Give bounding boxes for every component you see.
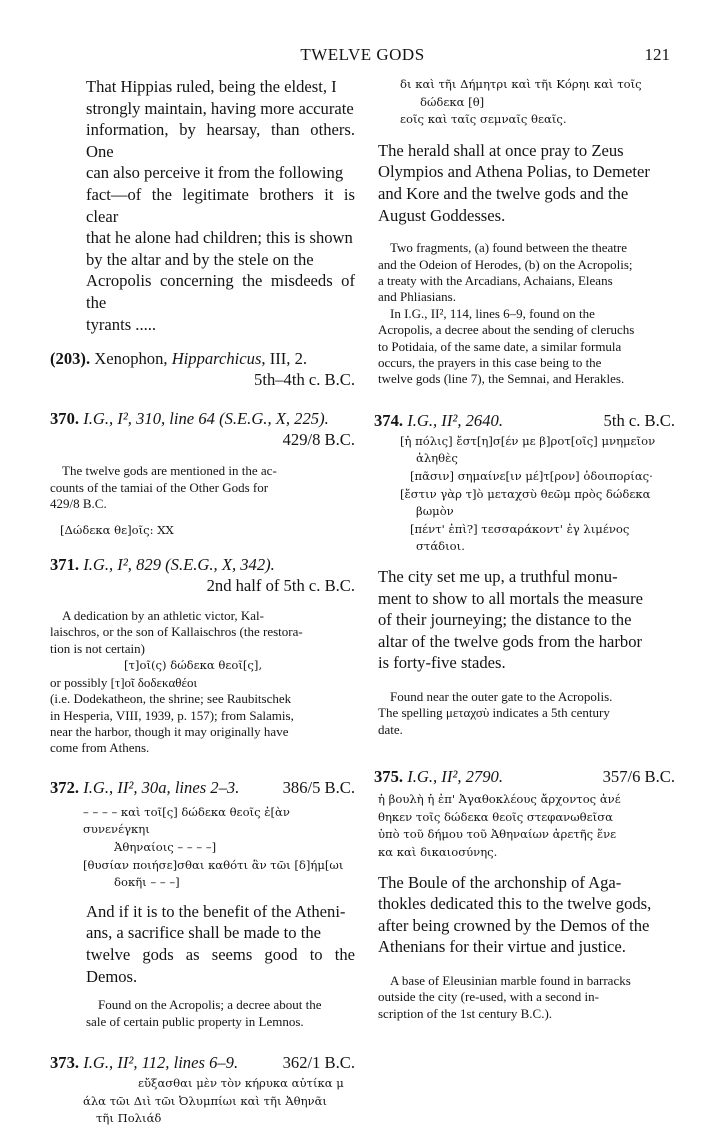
text-line: sale of certain public property in Lemnos. bbox=[86, 1013, 304, 1029]
entry-heading bbox=[374, 410, 675, 431]
greek-line: δώδεκα [θ] bbox=[420, 94, 485, 109]
text-line: A dedication by an athletic victor, Kal- bbox=[62, 607, 264, 623]
greek-block bbox=[50, 1075, 355, 1128]
translation bbox=[374, 872, 675, 958]
text-line: Acropolis concerning the misdeeds of the bbox=[86, 271, 355, 312]
text-line: information, by hearsay, than others. One bbox=[86, 120, 355, 161]
text-line: twelve gods (line 7), the Semnai, and Herakles. bbox=[378, 371, 625, 387]
entry-number: 374. bbox=[374, 410, 404, 430]
text-line: ans, a sacrifice shall be made to the bbox=[86, 923, 321, 943]
text-line: near the harbor, though it may originally have bbox=[50, 723, 289, 739]
text-line: That Hippias ruled, being the eldest, I bbox=[86, 77, 337, 96]
entry-note bbox=[374, 973, 675, 1022]
text-line: by the altar and by the stele on the bbox=[86, 249, 314, 269]
entry-note bbox=[50, 463, 355, 512]
entry-number: 371. bbox=[50, 554, 80, 574]
text-line: altar of the twelve gods from the harbor bbox=[378, 631, 643, 651]
entry-371 bbox=[50, 554, 355, 757]
entry-reference: I.G., II², 30a, lines 2–3. bbox=[83, 777, 240, 797]
left-column bbox=[50, 76, 355, 1128]
text-line: outside the city (re-used, with a second in- bbox=[378, 989, 599, 1005]
entry-reference: I.G., II², 2640. bbox=[407, 410, 503, 430]
text-line: can also perceive it from the following bbox=[86, 163, 344, 183]
entry-reference-tail: , III, 2. bbox=[261, 349, 308, 369]
entry-note bbox=[374, 689, 675, 738]
entry-note bbox=[50, 608, 355, 657]
text-line: scription of the 1st century B.C.). bbox=[378, 1005, 553, 1021]
greek-line: [πᾶσιν] σημαίνε[ιν μέ]τ[ρον] ὁδοιπορίας· bbox=[410, 469, 653, 483]
text-line: The Boule of the archonship of Aga- bbox=[378, 872, 622, 892]
text-line: tion is not certain) bbox=[50, 640, 145, 656]
text-line: of their journeying; the distance to the bbox=[378, 610, 632, 630]
greek-line: δοκῆι – – –] bbox=[114, 875, 180, 890]
text-line: Athenians for their virtue and justice. bbox=[378, 937, 626, 957]
entry-number: 372. bbox=[50, 777, 80, 797]
entry-reference: I.G., I², 310, line 64 (S.E.G., X, 225). bbox=[83, 409, 329, 429]
text-line: after being crowned by the Demos of the bbox=[378, 915, 650, 935]
greek-line: Ἀθηναίοις – – – –] bbox=[114, 839, 217, 854]
text-line: The herald shall at once pray to Zeus bbox=[378, 140, 624, 160]
entry-reference: I.G., I², 829 (S.E.G., X, 342). bbox=[83, 554, 275, 574]
text-line: counts of the tamiai of the Other Gods for bbox=[50, 479, 269, 495]
greek-block bbox=[374, 433, 675, 556]
entry-heading bbox=[50, 1052, 355, 1073]
running-title: TWELVE GODS bbox=[300, 45, 425, 64]
text-line: The city set me up, a truthful monu- bbox=[378, 566, 618, 586]
text-line: to Potidaia, of the same date, a similar formula bbox=[378, 338, 622, 354]
text-line: laischros, or the son of Kallaischros (the restora- bbox=[50, 624, 303, 640]
greek-text: [τ]οῖ(ς) δώδεκα θεοῖ[ς], bbox=[124, 658, 263, 673]
entry-number: 370. bbox=[50, 409, 80, 429]
entry-date: 386/5 B.C. bbox=[282, 777, 355, 797]
translation bbox=[50, 901, 355, 987]
right-column bbox=[374, 76, 675, 1022]
greek-line: τῆι Πολιάδ bbox=[96, 1111, 162, 1126]
entry-373 bbox=[50, 1052, 355, 1128]
greek-block bbox=[374, 76, 675, 129]
text-line: date. bbox=[378, 721, 403, 737]
text-line: come from Athens. bbox=[50, 740, 150, 756]
text-line: Found on the Acropolis; a decree about the bbox=[98, 997, 322, 1013]
text-line: twelve gods as seems good to the Demos. bbox=[86, 944, 355, 986]
entry-heading bbox=[374, 766, 675, 787]
greek-line: [θυσίαν ποιήσε]σθαι καθότι ἂν τῶι [δ]ήμ[ωι bbox=[83, 857, 344, 872]
text-line: occurs, the prayers in this case being to the bbox=[378, 355, 602, 370]
running-header bbox=[0, 45, 725, 69]
greek-line: εοῖς καὶ ταῖς σεμναῖς θεαῖς. bbox=[400, 112, 567, 127]
translation bbox=[374, 566, 675, 674]
text-line: a treaty with the Arcadians, Achaians, Eleans bbox=[378, 272, 613, 288]
greek-line: θηκεν τοῖς δώδεκα θεοῖς στεφανωθεῖσα bbox=[378, 809, 613, 824]
greek-line: [ἡ πόλις] ἔστ[η]σ[έν με β]ροτ[οῖς] μνημεῖον bbox=[400, 433, 656, 448]
text-line: tyrants ..... bbox=[86, 314, 157, 334]
entry-203 bbox=[50, 348, 355, 390]
text-line: And if it is to the benefit of the Atheni- bbox=[86, 901, 346, 921]
entry-number: (203). bbox=[50, 349, 91, 369]
entry-date: 362/1 B.C. bbox=[282, 1052, 355, 1072]
greek-line: [πέντ' ἐπὶ?] τεσσαράκοντ' ἐγ λιμένος bbox=[410, 521, 630, 536]
text-line: in Hesperia, VIII, 1939, p. 157); from Salamis, bbox=[50, 707, 294, 723]
entry-375 bbox=[374, 766, 675, 1022]
text-line: 429/8 B.C. bbox=[50, 495, 107, 511]
text-line: and Phliasians. bbox=[378, 289, 456, 305]
greek-line: – – – – καὶ τοῖ[ς] δώδεκα θεοῖς ἐ[ὰν συνενέγκηι bbox=[83, 804, 290, 837]
text-line: or possibly [τ]οῖ δοδεκαθέοι bbox=[50, 674, 197, 690]
greek-line: εὔξασθαι μὲν τὸν κήρυκα αὐτίκα μ bbox=[138, 1075, 344, 1090]
entry-heading bbox=[50, 554, 355, 575]
text-line: strongly maintain, having more accurate bbox=[86, 98, 354, 118]
text-line: August Goddesses. bbox=[378, 205, 506, 225]
greek-block bbox=[50, 804, 355, 892]
text-line: that he alone had children; this is shown bbox=[86, 228, 353, 248]
text-line: is forty-five stades. bbox=[378, 653, 506, 673]
entry-heading bbox=[50, 777, 355, 798]
text-line: In I.G., II², 114, lines 6–9, found on the bbox=[390, 305, 595, 321]
text-line: The spelling μεταχσὺ indicates a 5th century bbox=[378, 705, 610, 721]
translation bbox=[374, 140, 675, 226]
page-number: 121 bbox=[644, 45, 670, 64]
entry-date: 5th c. B.C. bbox=[603, 410, 675, 430]
entry-date: 2nd half of 5th c. B.C. bbox=[206, 575, 355, 595]
text-line: A base of Eleusinian marble found in barracks bbox=[390, 972, 631, 988]
text-line: thokles dedicated this to the twelve gods, bbox=[378, 894, 652, 914]
text-line: Olympios and Athena Polias, to Demeter bbox=[378, 162, 650, 182]
entry-note bbox=[50, 997, 355, 1030]
text-line: fact—of the legitimate brothers it is clear bbox=[86, 184, 355, 226]
entry-note bbox=[374, 240, 675, 388]
greek-text: [Δώδεκα θε]οῖς: XX bbox=[60, 523, 174, 538]
greek-line: άλα τῶι Διὶ τῶι Ὀλυμπίωι καὶ τῆι Ἀθηνᾶι bbox=[83, 1093, 327, 1108]
entry-date: 5th–4th c. B.C. bbox=[254, 370, 355, 390]
entry-date: 357/6 B.C. bbox=[602, 767, 675, 787]
greek-line: [ἔστιν γὰρ τ]ὸ μεταχσὺ θεῶμ πρὸς δώδεκα bbox=[400, 486, 651, 501]
text-line: Found near the outer gate to the Acropolis. bbox=[390, 688, 613, 704]
greek-line: ὑπὸ τοῦ δήμου τοῦ Ἀθηναίων ἀρετῆς ἕνε bbox=[378, 827, 617, 842]
entry-reference: I.G., II², 2790. bbox=[407, 767, 503, 787]
greek-line: ἡ βουλὴ ἡ ἐπ' Ἀγαθοκλέους ἄρχοντος ἀνέ bbox=[378, 792, 621, 807]
greek-line: βωμὸν bbox=[416, 504, 454, 519]
text-line: (i.e. Dodekatheon, the shrine; see Raubitschek bbox=[50, 691, 292, 707]
intro-paragraph bbox=[50, 76, 355, 335]
entry-note-continued bbox=[50, 675, 355, 757]
greek-line: ἀληθὲς bbox=[416, 451, 458, 466]
entry-372 bbox=[50, 777, 355, 1030]
entry-date: 429/8 B.C. bbox=[282, 430, 355, 450]
entry-heading bbox=[50, 408, 355, 429]
text-line: Acropolis, a decree about the sending of cleruchs bbox=[378, 322, 635, 338]
greek-line: κα καὶ δικαιοσύνης. bbox=[378, 844, 498, 859]
entry-number: 375. bbox=[374, 767, 404, 787]
greek-block bbox=[374, 791, 675, 861]
greek-line: δι καὶ τῆι Δήμητρι καὶ τῆι Κόρηι καὶ τοῖς bbox=[400, 77, 642, 91]
entry-number: 373. bbox=[50, 1052, 80, 1072]
text-line: and Kore and the twelve gods and the bbox=[378, 183, 629, 203]
entry-370 bbox=[50, 408, 355, 540]
text-line: Two fragments, (a) found between the theatre bbox=[390, 240, 627, 256]
entry-374 bbox=[374, 410, 675, 738]
text-line: The twelve gods are mentioned in the ac- bbox=[62, 463, 277, 479]
entry-reference-italic: Hipparchicus bbox=[171, 349, 262, 369]
entry-reference: I.G., II², 112, lines 6–9. bbox=[83, 1052, 239, 1072]
greek-line: στάδιοι. bbox=[416, 539, 465, 554]
entry-heading bbox=[50, 348, 355, 369]
text-line: and the Odeion of Herodes, (b) on the Acropolis; bbox=[378, 256, 633, 272]
text-line: ment to show to all mortals the measure bbox=[378, 588, 643, 608]
entry-reference: Xenophon, bbox=[94, 349, 172, 369]
